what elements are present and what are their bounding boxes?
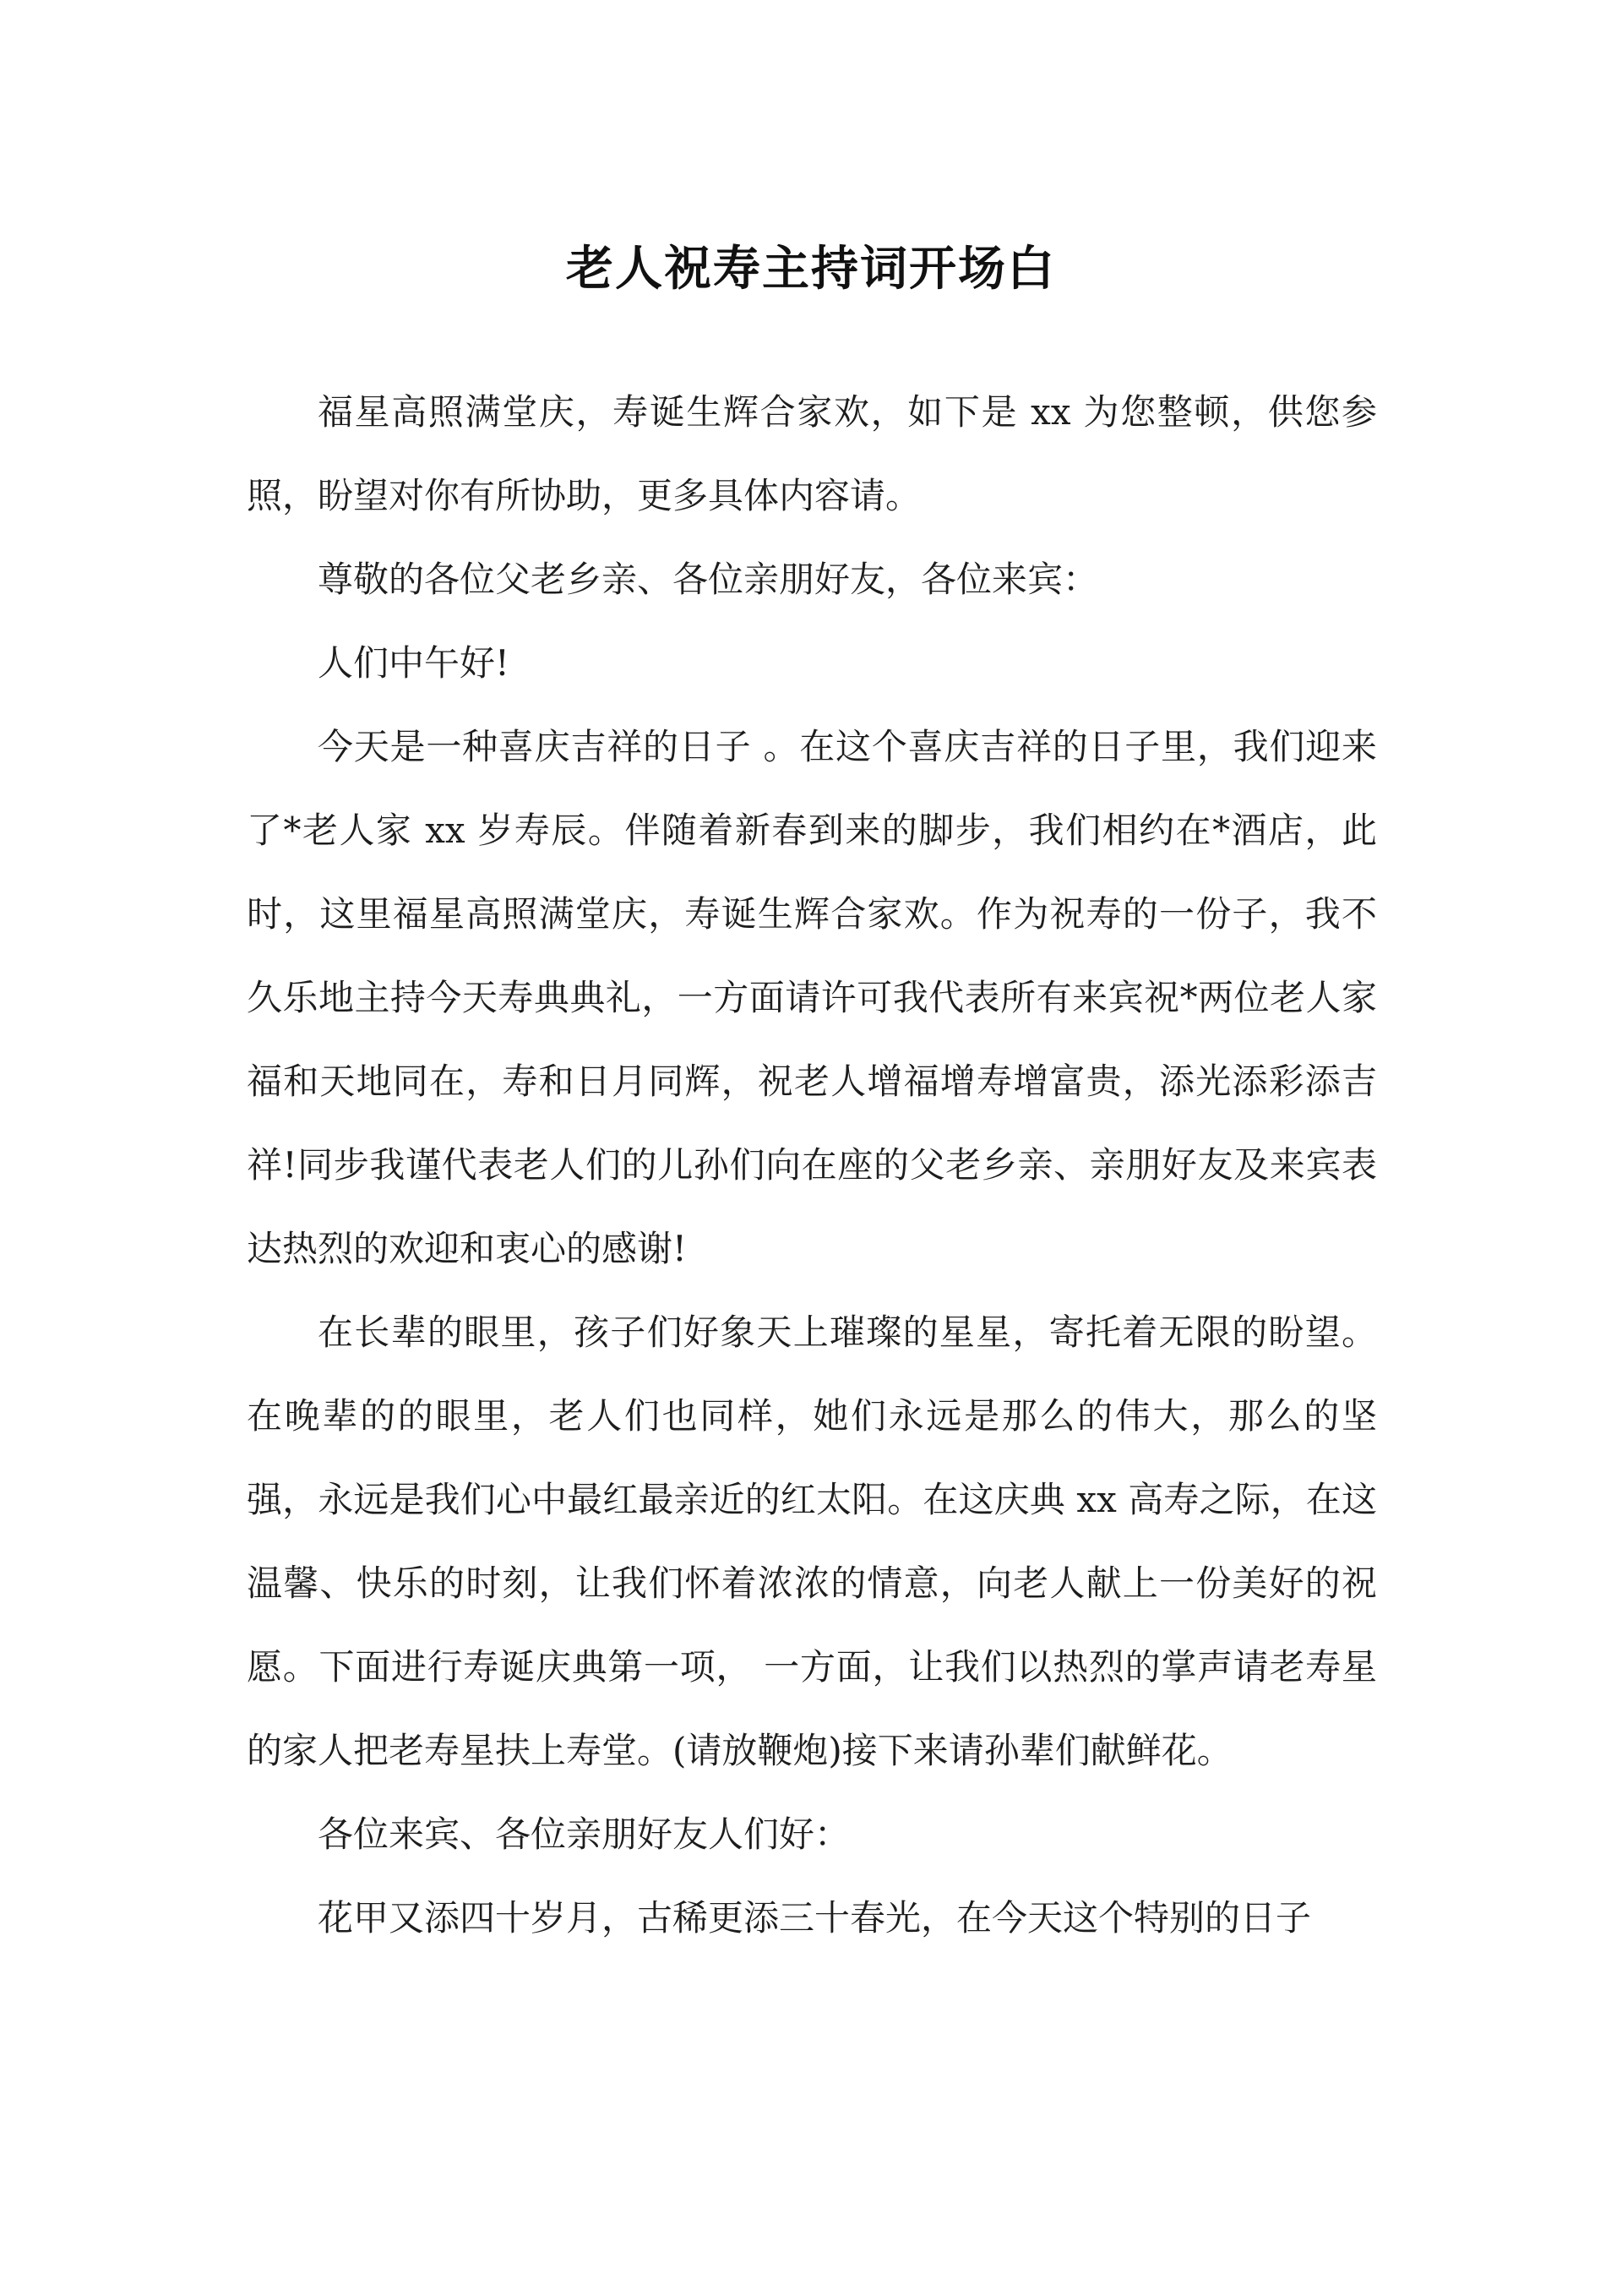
paragraph-intro: 福星高照满堂庆，寿诞生辉合家欢，如下是 xx 为您整顿，供您参照，盼望对你有所协助，更多具体内容请。 bbox=[247, 391, 1377, 516]
paragraph-elders: 在长辈的眼里，孩子们好象天上璀璨的星星，寄托着无限的盼望。在晚辈的的眼里，老人们也同样，她们永远是那么的伟大，那么的坚强，永远是我们心中最红最亲近的红太阳。在这庆典 xx 高寿之际，在这温馨、快乐的时刻，让我们怀着浓浓的情意，向老人献上一份美好的祝愿。下面进行寿诞庆典第一项， 一方面，让我们以热烈的掌声请老寿星的家人把老寿星扶上寿堂。(请放鞭炮)接下来请孙辈们献鲜花。 bbox=[247, 1312, 1377, 1771]
paragraph-celebration: 今天是一种喜庆吉祥的日子 。在这个喜庆吉祥的日子里，我们迎来了*老人家 xx 岁寿辰。伴随着新春到来的脚步，我们相约在*酒店，此时，这里福星高照满堂庆，寿诞生辉合家欢。作为祝寿的一份子，我不久乐地主持今天寿典典礼，一方面请许可我代表所有来宾祝*两位老人家福和天地同在，寿和日月同辉，祝老人增福增寿增富贵，添光添彩添吉祥!同步我谨代表老人们的儿孙们向在座的父老乡亲、亲朋好友及来宾表达热烈的欢迎和衷心的感谢! bbox=[247, 726, 1377, 1269]
paragraph-second-greeting: 各位来宾、各位亲朋好友人们好： bbox=[318, 1813, 851, 1855]
paragraph-good-noon: 人们中午好! bbox=[318, 642, 509, 684]
paragraph-greeting: 尊敬的各位父老乡亲、各位亲朋好友，各位来宾： bbox=[318, 559, 1099, 600]
document-body bbox=[247, 370, 1377, 1960]
paragraph-closing: 花甲又添四十岁月，古稀更添三十春光，在今天这个特别的日子 bbox=[318, 1897, 1312, 1939]
document-title: 老人祝寿主持词开场白 bbox=[566, 240, 1056, 297]
